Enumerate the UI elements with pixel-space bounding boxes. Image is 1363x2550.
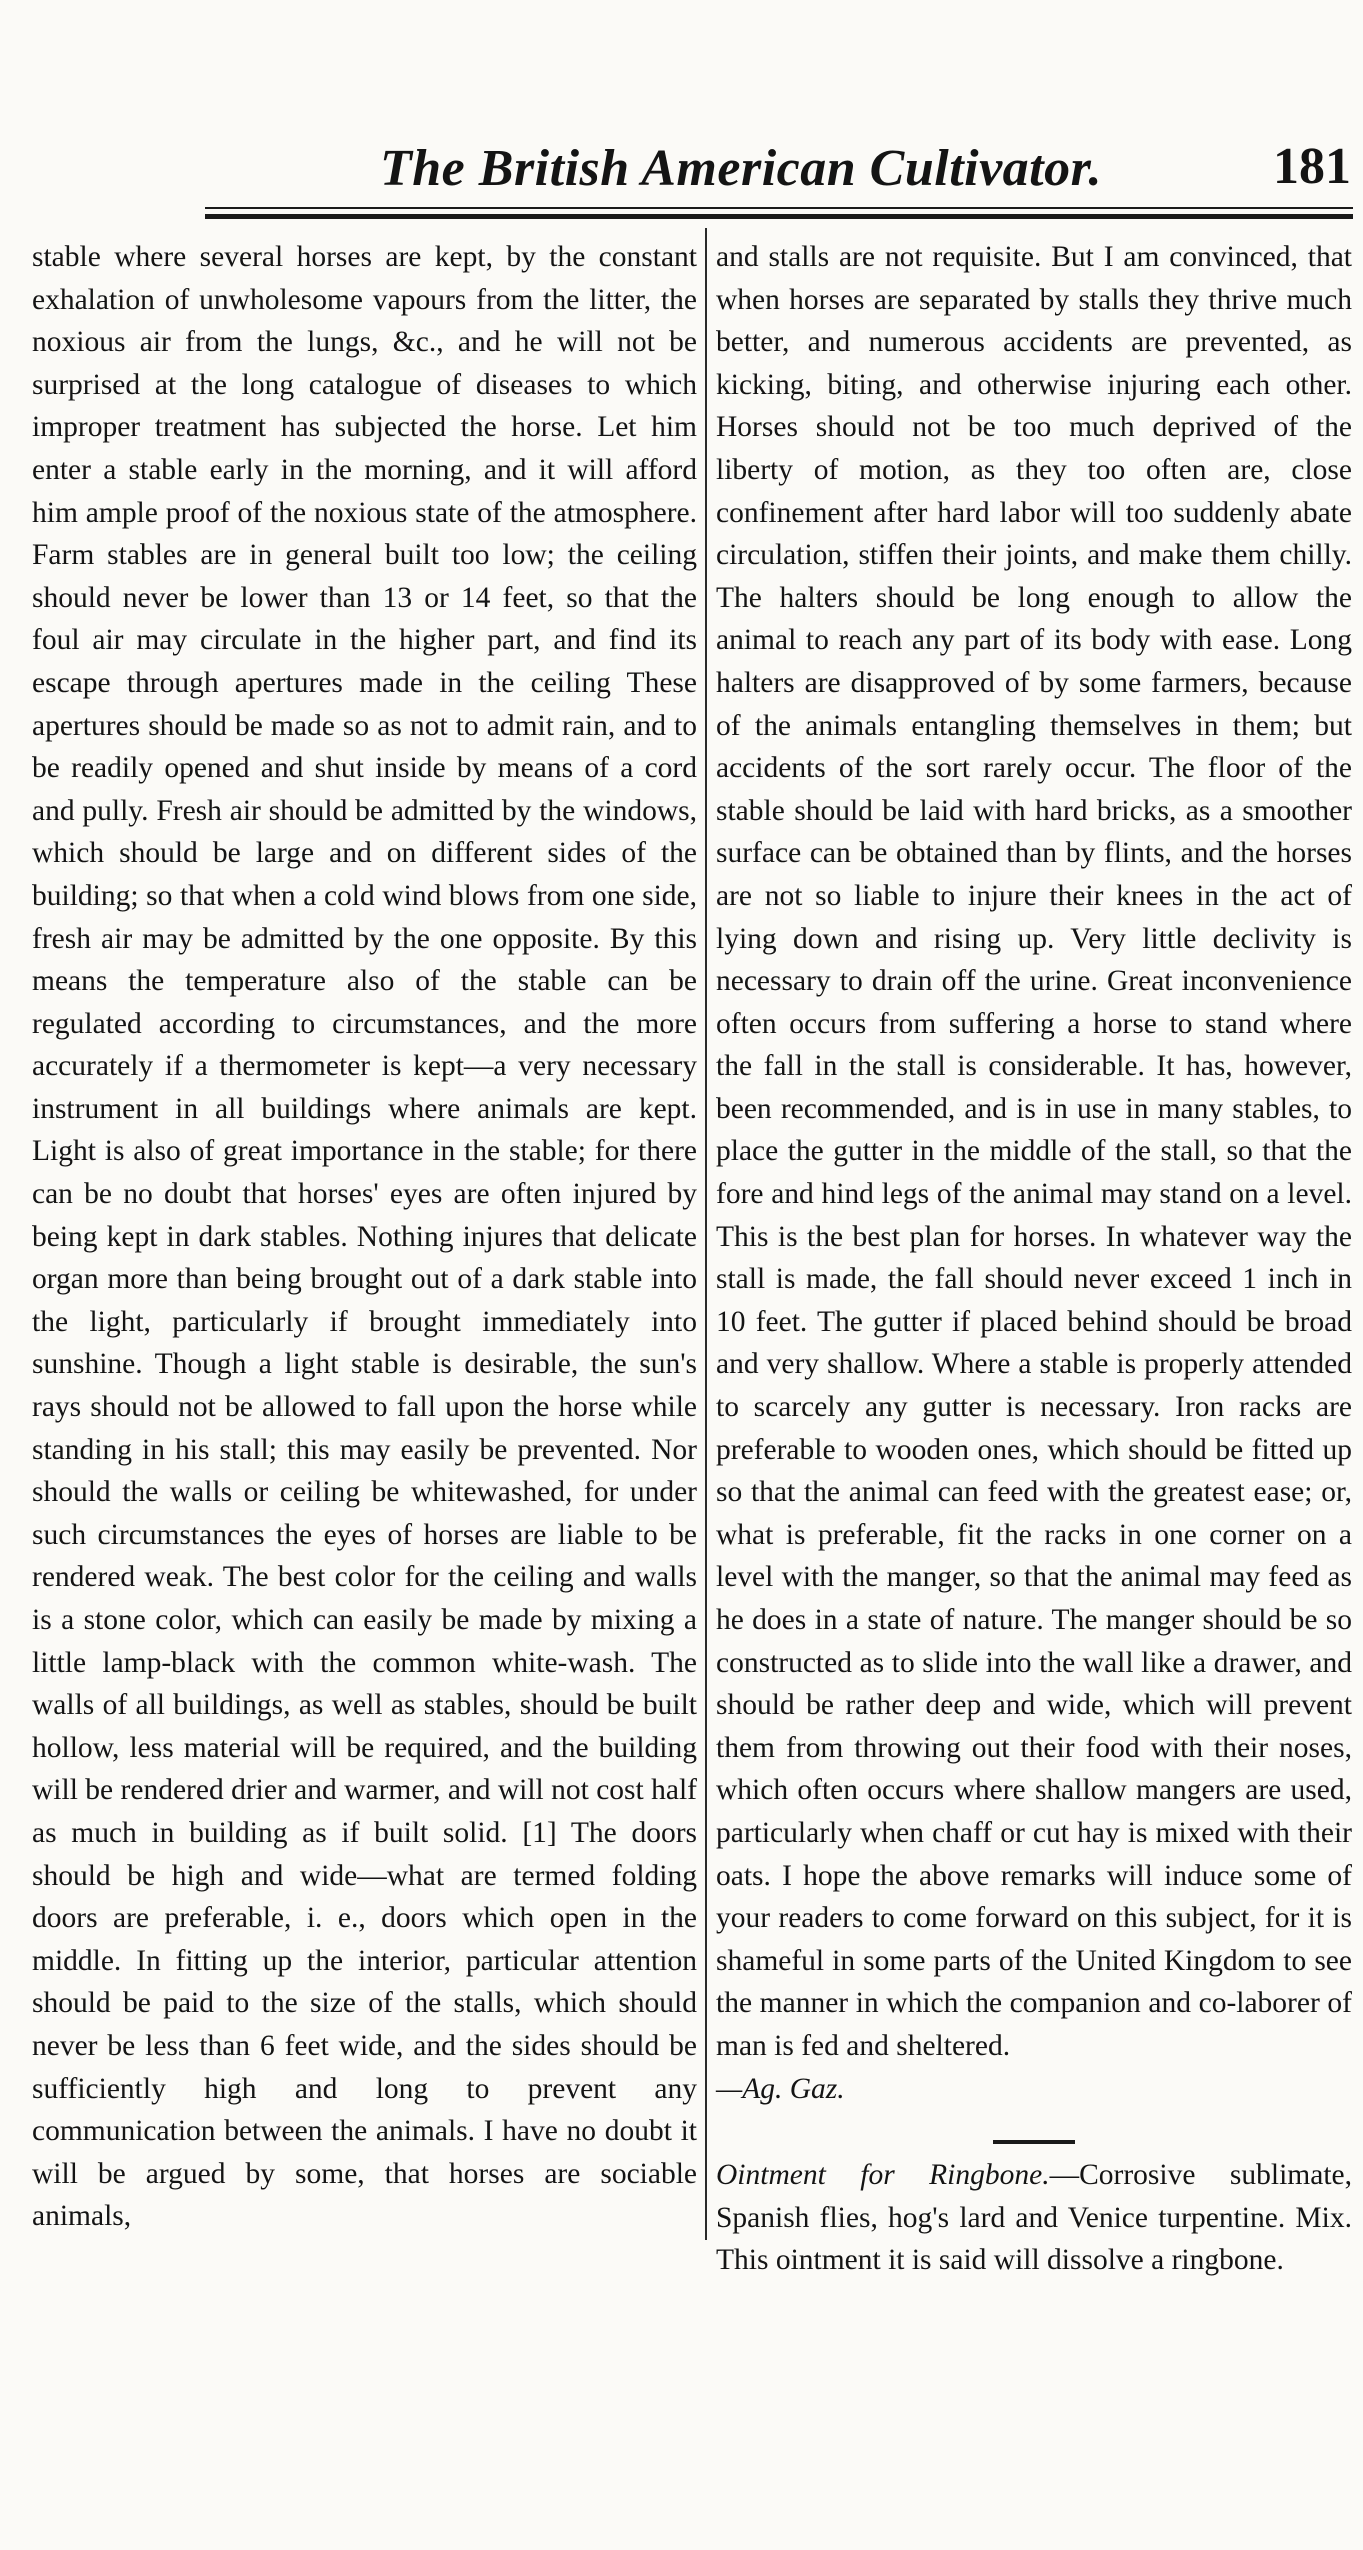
column-divider — [705, 228, 707, 2240]
signature-text: —Ag. Gaz. — [716, 2072, 845, 2105]
section-separator — [993, 2140, 1075, 2144]
ointment-paragraph — [716, 2154, 1352, 2282]
right-column-text: and stalls are not requisite. But I am convinced, that when horses are separated by stalls they thrive much better, and numerous accidents are prevented, as kicking, biting, and otherwise injuring each other. Horses should not be too much deprived of the liberty of motion, as they too often are, close confinement after hard labor will too suddenly abate circulation, stiffen their joints, and make them chilly. The halters should be long enough to allow the animal to reach any part of its body with ease. Long halters are disapproved of by some farmers, because of the animals entangling themselves in them; but accidents of the sort rarely occur. The floor of the stable should be laid with hard bricks, as a smoother surface can be obtained than by flints, and the horses are not so liable to injure their knees in the act of lying down and rising up. Very little declivity is necessary to drain off the urine. Great inconvenience often occurs from suffering a horse to stand where the fall in the stall is considerable. It has, however, been recommended, and is in use in many stables, to place the gutter in the middle of the stall, so that the fore and hind legs of the animal may stand on a level. This is the best plan for horses. In whatever way the stall is made, the fall should never exceed 1 inch in 10 feet. The gutter if placed behind should be broad and very shallow. Where a stable is properly attended to scarcely any gutter is necessary. Iron racks are preferable to wooden ones, which should be fitted up so that the animal can feed with the greatest ease; or, what is preferable, fit the racks in one corner on a level with the manger, so that the animal may feed as he does in a state of nature. The manger should be so constructed as to slide into the wall like a drawer, and should be rather deep and wide, which will prevent them from throwing out their food with their noses, which often occurs where shallow mangers are used, particularly when chaff or cut hay is mixed with their oats. I hope the above remarks will induce some of your readers to come forward on this subject, for it is shameful in some parts of the United Kingdom to see the manner in which the companion and co-laborer of man is fed and sheltered. — [716, 241, 1352, 2062]
left-column — [32, 236, 697, 2238]
header-rule-thin — [205, 207, 1353, 209]
right-column — [716, 236, 1352, 2282]
ointment-text: —Corrosive sublimate, Spanish flies, hog's lard and Venice turpentine. Mix. This ointment it is said will dissolve a ringbone. — [716, 2159, 1353, 2277]
ointment-title: Ointment for Ringbone. — [716, 2159, 1050, 2192]
page-number: 181 — [1273, 138, 1351, 195]
page-header — [205, 135, 1355, 195]
running-title: The British American Cultivator. — [380, 140, 1102, 197]
header-rule-thick — [205, 214, 1353, 219]
left-column-text: stable where several horses are kept, by the constant exhalation of unwholesome vapours from the litter, the noxious air from the lungs, &c., and he will not be surprised at the long catalogue of diseases to which improper treatment has subjected the horse. Let him enter a stable early in the morning, and it will afford him ample proof of the noxious state of the atmosphere. Farm stables are in general built too low; the ceiling should never be lower than 13 or 14 feet, so that the foul air may circulate in the higher part, and find its escape through apertures made in the ceiling These apertures should be made so as not to admit rain, and to be readily opened and shut inside by means of a cord and pully. Fresh air should be admitted by the windows, which should be large and on different sides of the building; so that when a cold wind blows from one side, fresh air may be admitted by the one opposite. By this means the temperature also of the stable can be regulated according to circumstances, and the more accurately if a thermometer is kept—a very necessary instrument in all buildings where animals are kept. Light is also of great importance in the stable; for there can be no doubt that horses' eyes are often injured by being kept in dark stables. Nothing injures that delicate organ more than being brought out of a dark stable into the light, particularly if brought immediately into sunshine. Though a light stable is desirable, the sun's rays should not be allowed to fall upon the horse while standing in his stall; this may easily be prevented. Nor should the walls or ceiling be whitewashed, for under such circumstances the eyes of horses are liable to be rendered weak. The best color for the ceiling and walls is a stone color, which can easily be made by mixing a little lamp-black with the common white-wash. The walls of all buildings, as well as stables, should be built hollow, less material will be required, and the building will be rendered drier and warmer, and will not cost half as much in building as if built solid. [1] The doors should be high and wide—what are termed folding doors are preferable, i. e., doors which open in the middle. In fitting up the interior, particular attention should be paid to the size of the stalls, which should never be less than 6 feet wide, and the sides should be sufficiently high and long to prevent any communication between the animals. I have no doubt it will be argued by some, that horses are sociable animals, — [32, 241, 697, 2233]
article-signature — [716, 2068, 1352, 2111]
